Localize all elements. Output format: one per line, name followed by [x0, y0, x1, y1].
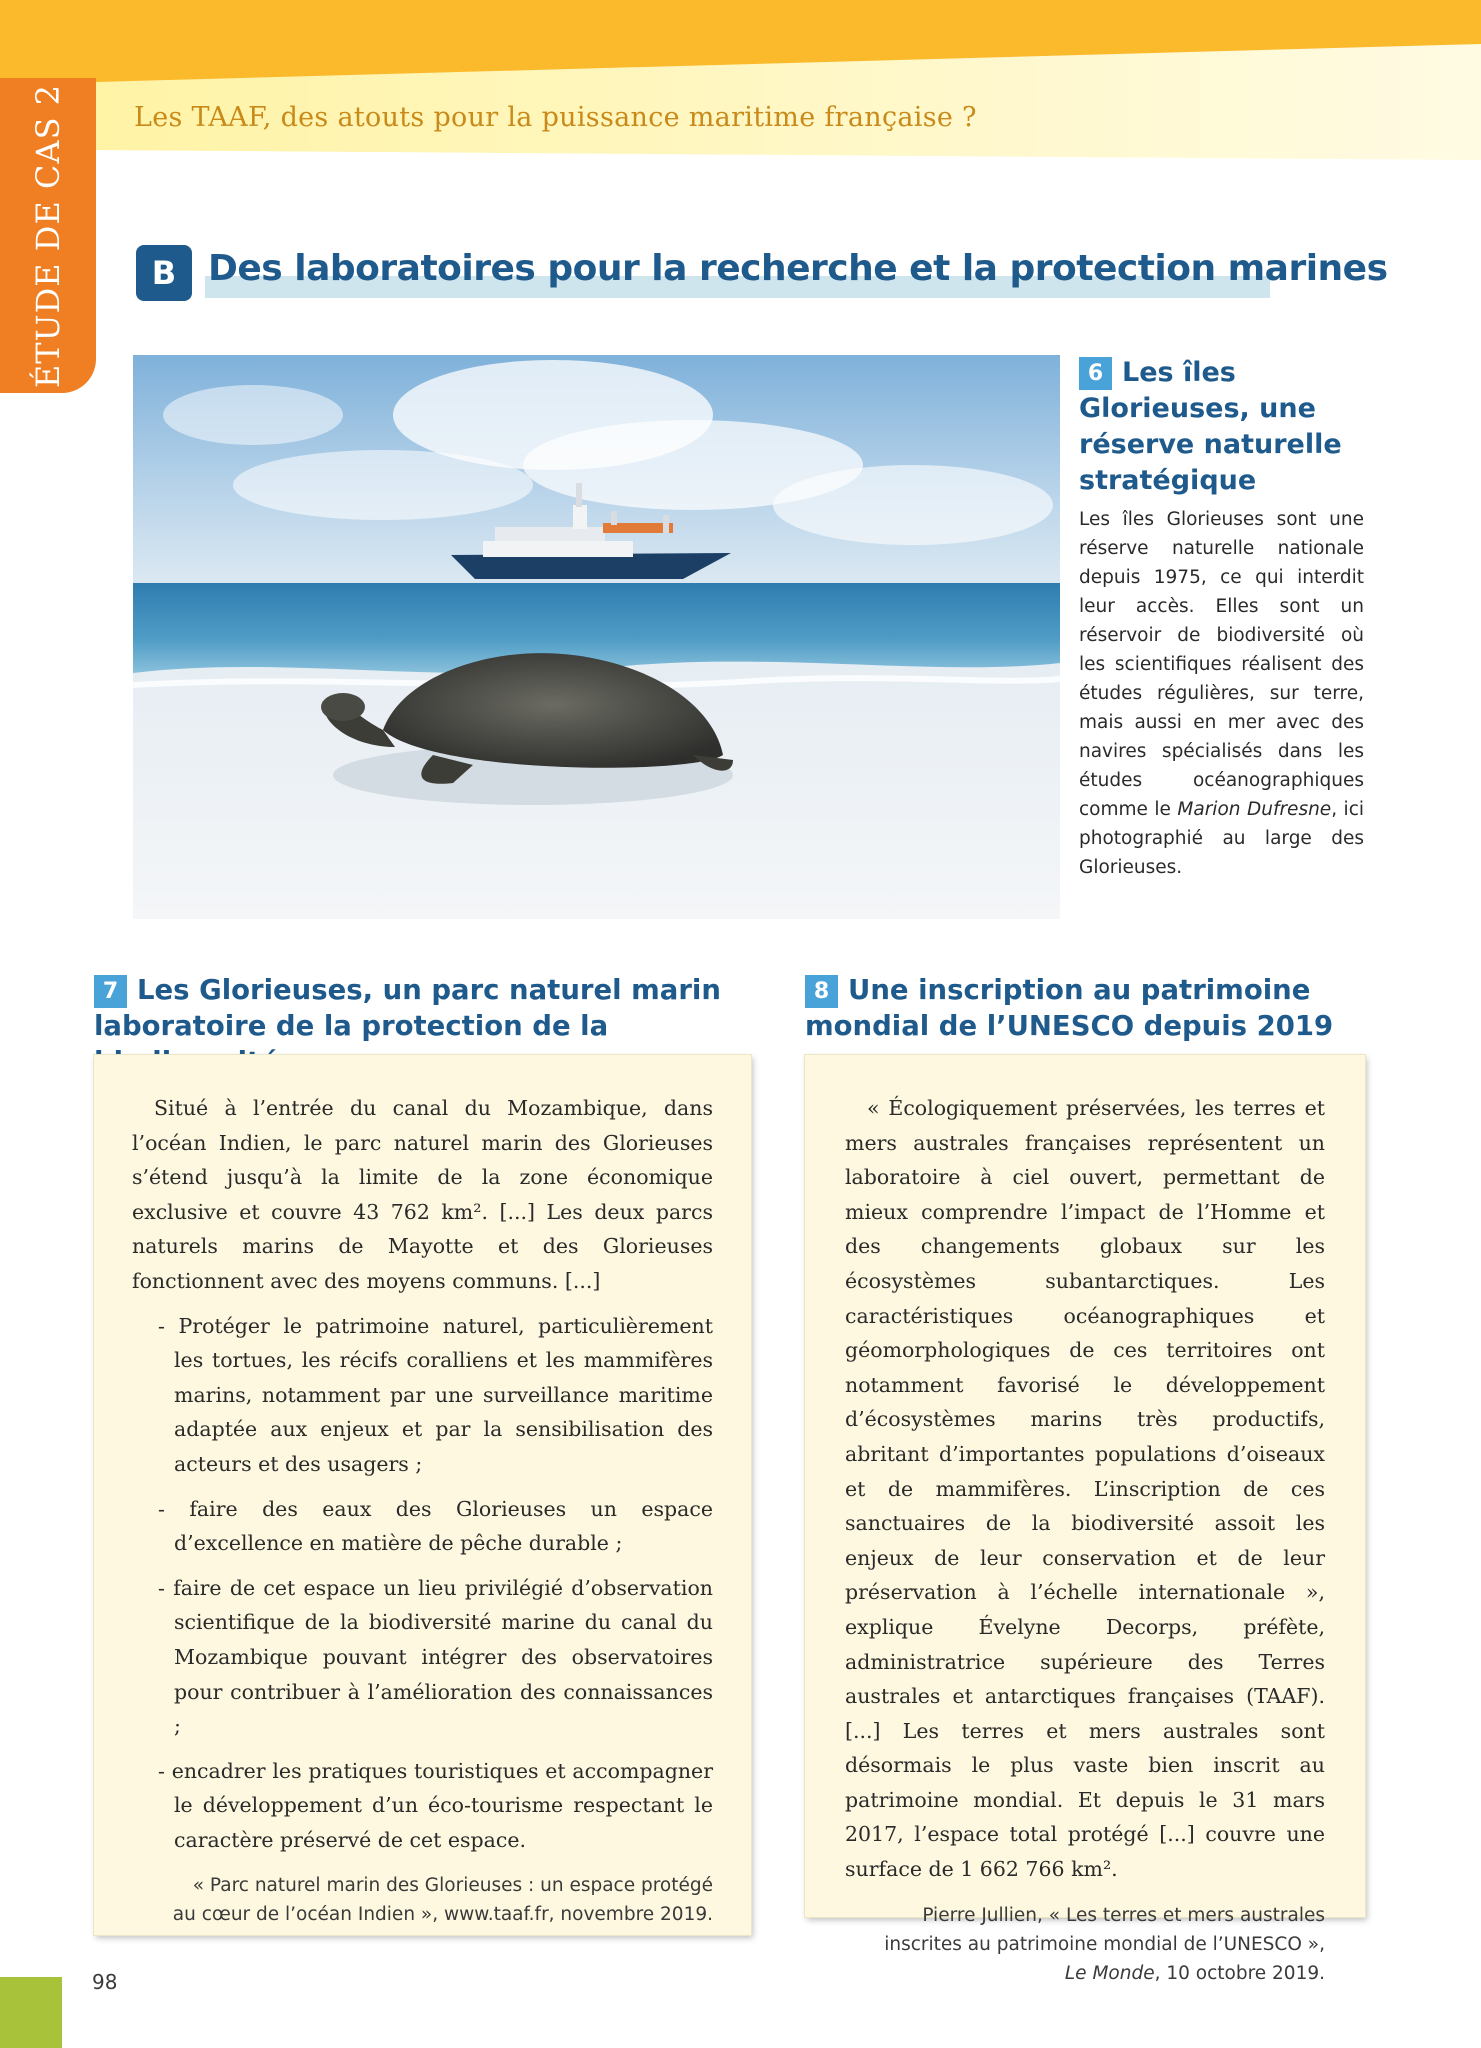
- doc8-source-newspaper: Le Monde: [1064, 1962, 1155, 1984]
- doc8-source-line: inscrites au patrimoine mondial de l’UNESCO »,: [884, 1933, 1325, 1955]
- header-band-shape: [0, 0, 1481, 160]
- doc6-ship-name: Marion Dufresne: [1177, 799, 1332, 820]
- doc8-quote: « Écologiquement préservées, les terres et mers australes françaises représentent un laboratoire à ciel ouvert, permettant de mieux comprendre l’impact de l’Homme et des changements globaux sur les écosystèmes subantarctiques. Les caractéristiques océanographiques et géomorphologiques de ces territoires ont notamment favorisé le développement d’écosystèmes marins très productifs, abritant d’importantes populations d’oiseaux et de mammifères. L’inscription de ces sanctuaires de la biodiversité assoit les enjeux de leur conservation et de leur préservation à l’échelle internationale », explique Évelyne Decorps, préfète, administratrice supérieure des Terres australes et antarctiques françaises (TAAF). [...] Les terres et mers australes sont désormais le plus vaste bien inscrit au patrimoine mondial. Et depuis le 31 mars 2017, l’espace total protégé [...] couvre une surface de 1 662 766 km².: [845, 1096, 1325, 1882]
- doc8-heading: [805, 972, 1405, 1044]
- photo-illustration: [133, 355, 1060, 919]
- doc6-title: Les îles Glorieuses, une réserve naturelle stratégique: [1079, 357, 1342, 496]
- footer-green-tab: [0, 1977, 62, 2048]
- doc6-body-text-1: Les îles Glorieuses sont une réserve naturelle nationale depuis 1975, ce qui interdit leur accès. Elles sont un réservoir de biodiversité où les scientifiques réalisent des études régulières, sur terre, mais aussi en mer avec des navires spécialisés dans les études océanographiques comme le: [1079, 509, 1364, 820]
- doc8-source-date: , 10 octobre 2019.: [1154, 1962, 1325, 1984]
- doc8-source: [845, 1901, 1325, 1988]
- page-number: 98: [92, 1970, 118, 1994]
- doc7-bullet: - encadrer les pratiques touristiques et accompagner le développement d’un éco-tourisme respectant le caractère préservé de cet espace.: [158, 1758, 713, 1852]
- doc7-text-box: [94, 1055, 751, 1935]
- doc6-title-block: [1079, 355, 1364, 499]
- doc7-title: Les Glorieuses, un parc naturel marin laboratoire de la protection de la: [94, 974, 721, 1042]
- doc7-source-line: au cœur de l’océan Indien », www.taaf.fr, novembre 2019.: [172, 1904, 713, 1926]
- doc6-number-badge: 6: [1079, 357, 1112, 390]
- doc7-source: [132, 1871, 713, 1929]
- doc7-source-line: « Parc naturel marin des Glorieuses : un espace protégé: [192, 1875, 713, 1897]
- side-tab-label: ÉTUDE DE CAS 2: [29, 83, 67, 389]
- doc7-intro: Situé à l’entrée du canal du Mozambique, dans l’océan Indien, le parc naturel marin des Glorieuses s’étend jusqu’à la limite de la zone économique exclusive et couvre 43 762 km². [...] Les deux parcs naturels marins de Mayotte et des Glorieuses fonctionnent avec des moyens communs. [...]: [132, 1096, 713, 1293]
- chapter-subtitle: Les TAAF, des atouts pour la puissance maritime française ?: [134, 102, 977, 133]
- section-title: Des laboratoires pour la recherche et la protection marines: [208, 248, 1388, 289]
- photo-turtle-and-ship: [133, 355, 1060, 919]
- header-band: [0, 0, 1481, 160]
- section-letter-badge: B: [136, 245, 192, 301]
- doc8-source-line: Pierre Jullien, « Les terres et mers australes: [922, 1904, 1325, 1926]
- doc8-text-box: [805, 1055, 1365, 1984]
- doc7-bullet: - faire de cet espace un lieu privilégié d’observation scientifique de la biodiversité marine du canal du Mozambique pouvant intégrer des observatoires pour contribuer à l’amélioration des connaissances ;: [158, 1575, 713, 1739]
- doc6-body-text-2: , ici photographié au large des Glorieuses.: [1079, 799, 1365, 878]
- doc8-source-line: [845, 1959, 1325, 1988]
- doc7-number-badge: 7: [94, 975, 127, 1008]
- doc8-title: Une inscription au patrimoine mondial de l’UNESCO depuis 2019: [805, 974, 1334, 1042]
- doc8-number-badge: 8: [805, 975, 838, 1008]
- doc7-bullet: - Protéger le patrimoine naturel, particulièrement les tortues, les récifs coralliens et les mammifères marins, notamment par une surveillance maritime adaptée aux enjeux et par la sensibilisation des acteurs et des usagers ;: [158, 1313, 713, 1476]
- side-tab: [0, 78, 96, 393]
- doc6-body: [1079, 505, 1364, 882]
- doc7-bullet: - faire des eaux des Glorieuses un espace d’excellence en matière de pêche durable ;: [158, 1496, 713, 1556]
- doc6-caption: [1079, 355, 1364, 882]
